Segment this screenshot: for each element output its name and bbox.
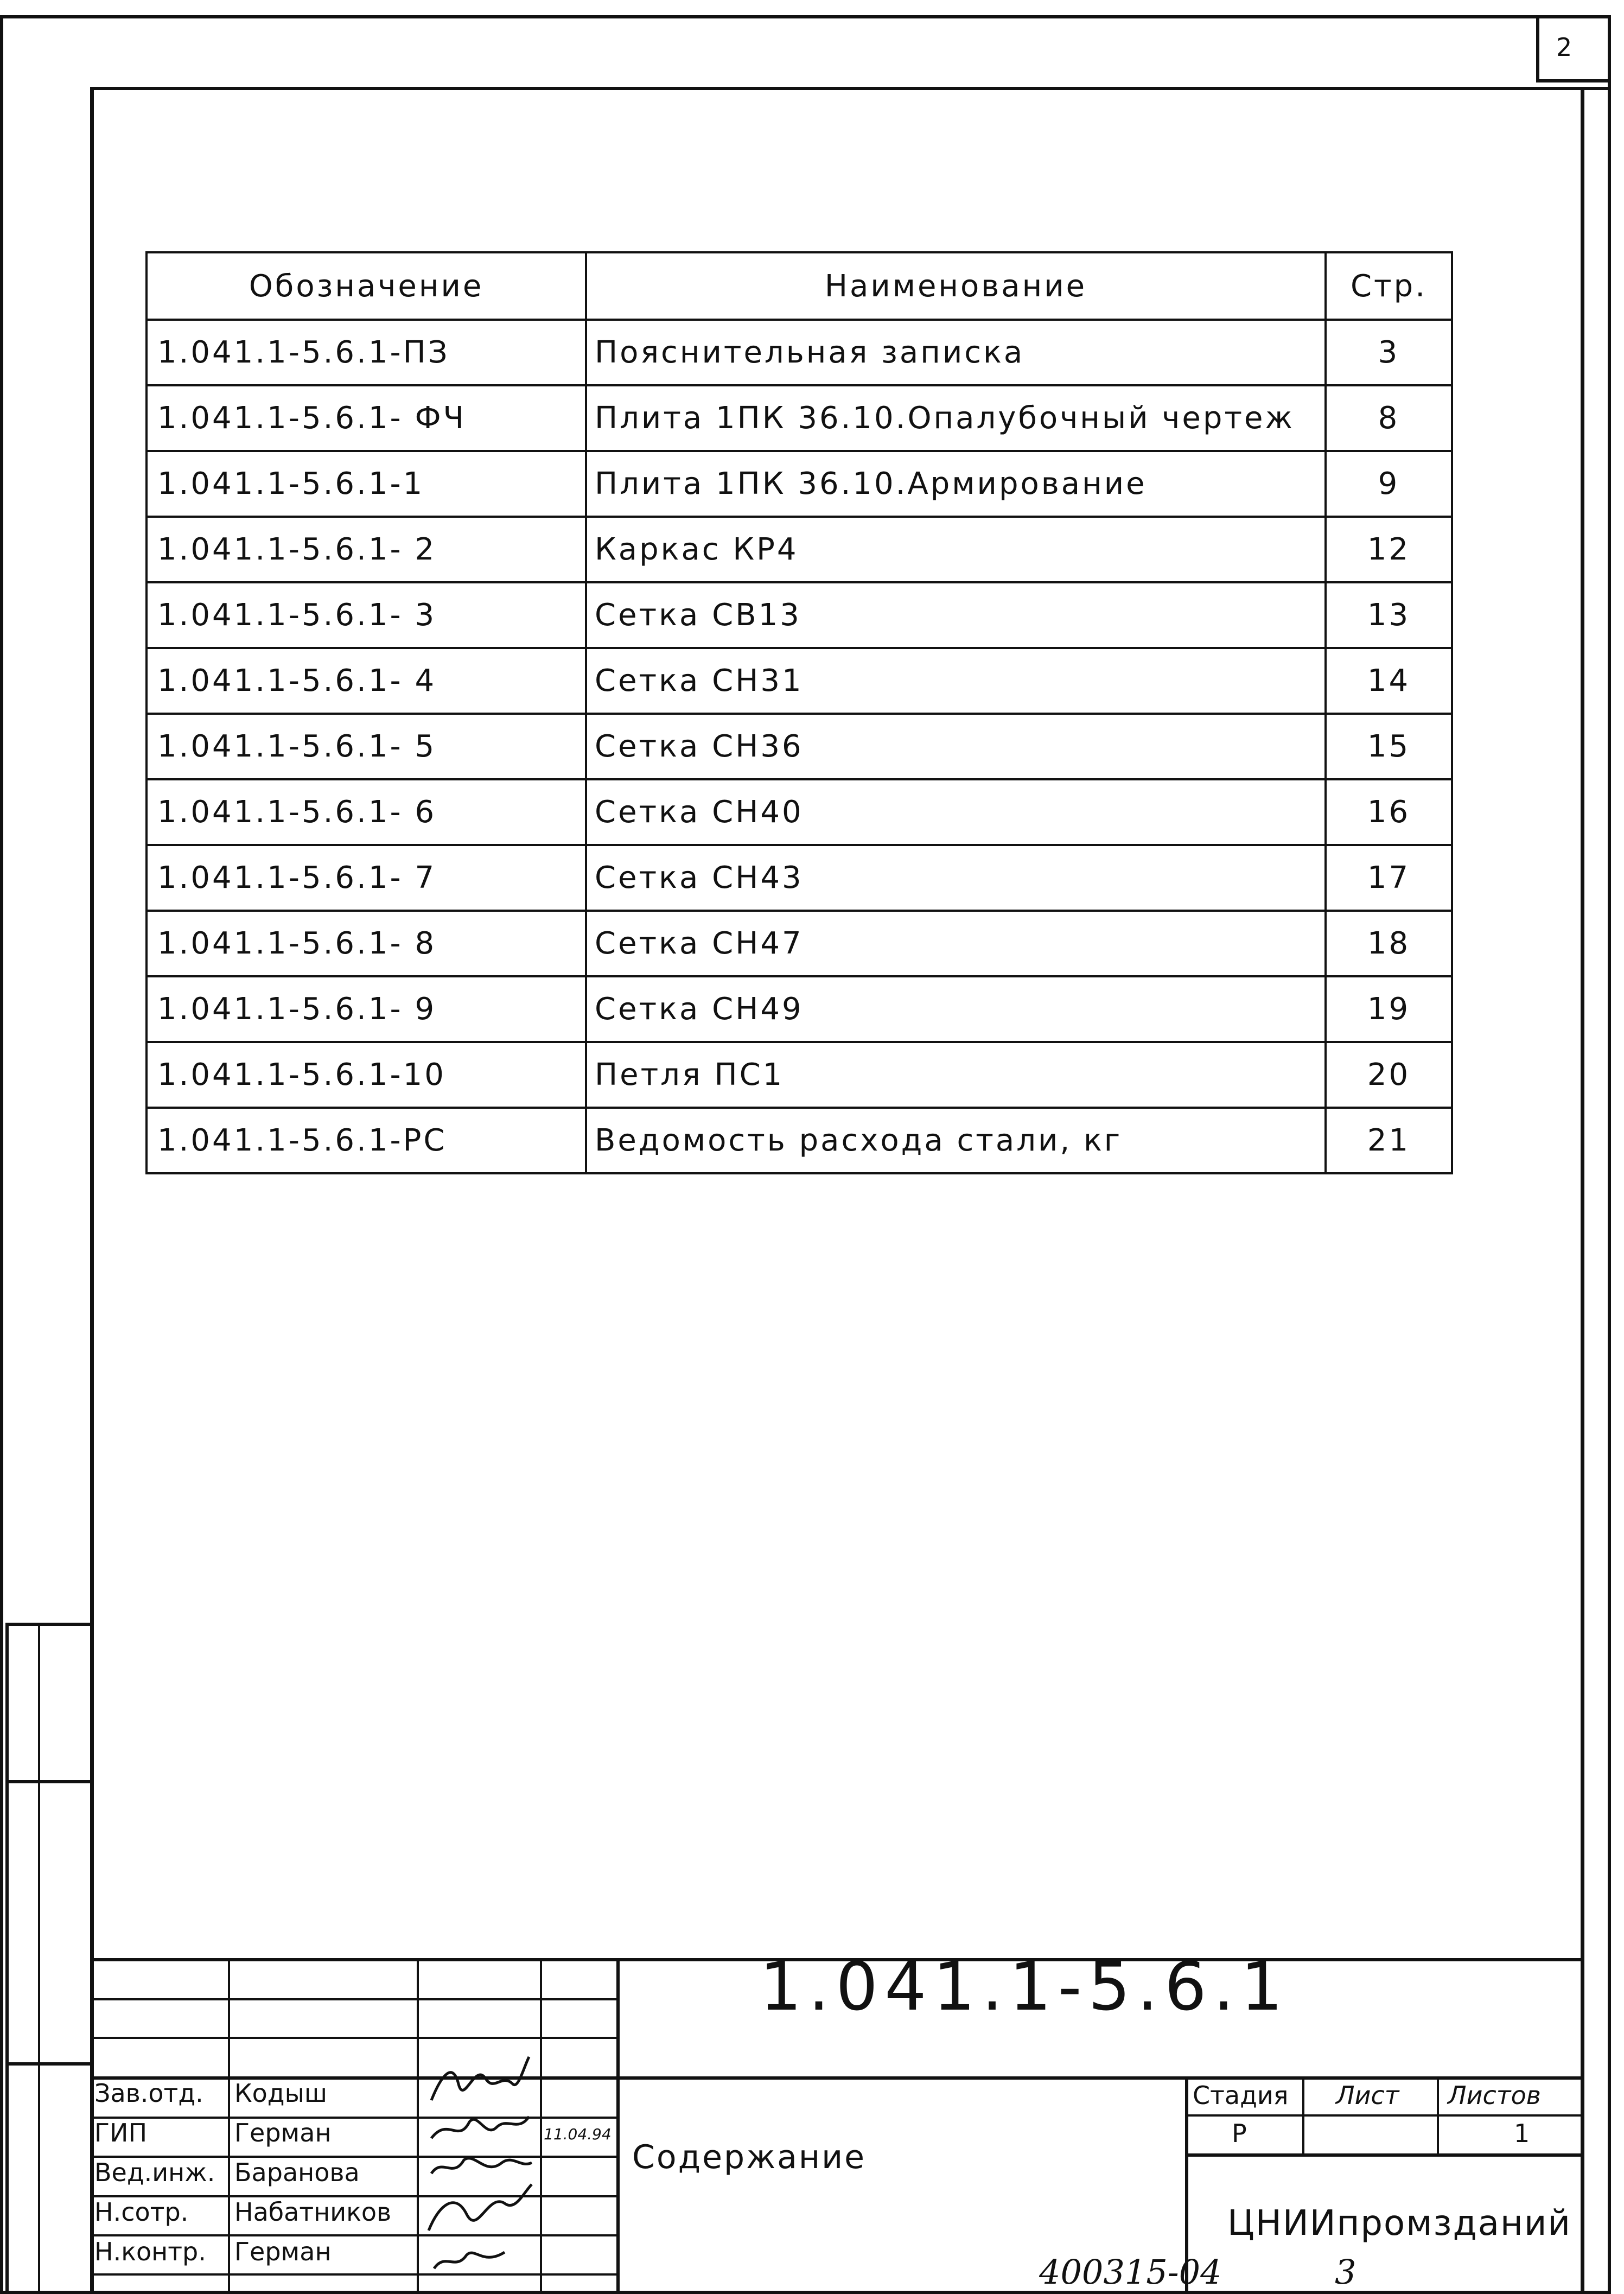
role-4: Н.сотр. xyxy=(94,2197,189,2227)
name-cell: Плита 1ПК 36.10.Армирование xyxy=(586,451,1326,517)
outer-frame-right xyxy=(1608,15,1611,2294)
contents-row xyxy=(147,320,1452,385)
header-name: Наименование xyxy=(586,252,1326,320)
page-cell: 21 xyxy=(1326,1108,1452,1173)
page-cell: 9 xyxy=(1326,451,1452,517)
name-cell: Сетка СН31 xyxy=(586,648,1326,714)
side-strip-divider-2 xyxy=(5,2062,92,2066)
signature-2 xyxy=(426,2106,534,2149)
stage-value: Р xyxy=(1232,2119,1247,2148)
titleblock-col-2 xyxy=(417,1958,419,2294)
page-cell: 18 xyxy=(1326,911,1452,976)
contents-row xyxy=(147,714,1452,779)
role-3: Вед.инж. xyxy=(94,2158,215,2187)
name-cell: Сетка СН43 xyxy=(586,845,1326,911)
contents-row xyxy=(147,385,1452,451)
contents-row xyxy=(147,911,1452,976)
titleblock-col-4 xyxy=(616,1958,620,2294)
role-5: Н.контр. xyxy=(94,2237,206,2266)
page-cell: 17 xyxy=(1326,845,1452,911)
page-cell: 20 xyxy=(1326,1042,1452,1108)
document-code: 1.041.1-5.6.1 xyxy=(760,1948,1290,2025)
designation-cell: 1.041.1-5.6.1- 4 xyxy=(147,648,586,714)
contents-row xyxy=(147,1042,1452,1108)
designation-cell: 1.041.1-5.6.1- 3 xyxy=(147,582,586,648)
designation-cell: 1.041.1-5.6.1-10 xyxy=(147,1042,586,1108)
organization-name: ЦНИИпромзданий xyxy=(1227,2203,1571,2244)
side-strip-divider-1 xyxy=(5,1780,92,1783)
name-cell: Сетка СН40 xyxy=(586,779,1326,845)
name-cell: Плита 1ПК 36.10.Опалубочный чертеж xyxy=(586,385,1326,451)
contents-table xyxy=(145,251,1453,1174)
designation-cell: 1.041.1-5.6.1- 7 xyxy=(147,845,586,911)
archive-code: 400315-04 xyxy=(1039,2252,1222,2292)
name-cell: Сетка СВ13 xyxy=(586,582,1326,648)
name-5: Герман xyxy=(234,2237,332,2266)
name-2: Герман xyxy=(234,2118,332,2147)
contents-row xyxy=(147,779,1452,845)
name-cell: Сетка СН36 xyxy=(586,714,1326,779)
side-strip-right xyxy=(5,1623,9,2294)
page-cell: 19 xyxy=(1326,976,1452,1042)
side-strip-top xyxy=(5,1623,92,1626)
contents-table-header xyxy=(147,252,1452,320)
name-cell: Каркас КР4 xyxy=(586,517,1326,582)
role-1: Зав.отд. xyxy=(94,2079,203,2108)
inner-frame-top xyxy=(90,87,1608,90)
contents-row xyxy=(147,582,1452,648)
name-3: Баранова xyxy=(234,2158,360,2187)
titleblock-col-1 xyxy=(228,1958,230,2294)
page-cell: 14 xyxy=(1326,648,1452,714)
stage-box-row-2 xyxy=(1185,2153,1584,2157)
designation-cell: 1.041.1-5.6.1- 8 xyxy=(147,911,586,976)
page-cell: 12 xyxy=(1326,517,1452,582)
sheet-number-box xyxy=(1536,15,1611,82)
designation-cell: 1.041.1-5.6.1- 6 xyxy=(147,779,586,845)
header-designation: Обозначение xyxy=(147,252,586,320)
titleblock-row-2 xyxy=(90,1998,619,2000)
page-cell: 8 xyxy=(1326,385,1452,451)
page-cell: 16 xyxy=(1326,779,1452,845)
name-4: Набатников xyxy=(234,2197,392,2227)
designation-cell: 1.041.1-5.6.1- 5 xyxy=(147,714,586,779)
outer-frame-top xyxy=(0,15,1611,18)
archive-number: 3 xyxy=(1335,2252,1356,2292)
name-cell: Ведомость расхода стали, кг xyxy=(586,1108,1326,1173)
inner-frame-left xyxy=(90,87,94,2294)
name-cell: Петля ПС1 xyxy=(586,1042,1326,1108)
side-strip-inner xyxy=(38,1623,40,2294)
name-cell: Сетка СН47 xyxy=(586,911,1326,976)
stage-box-row-1 xyxy=(1185,2114,1584,2117)
designation-cell: 1.041.1-5.6.1-ПЗ xyxy=(147,320,586,385)
stage-box-col-1 xyxy=(1302,2076,1304,2156)
titleblock-row-5 xyxy=(90,2117,619,2119)
stage-box-col-2 xyxy=(1437,2076,1439,2156)
name-cell: Пояснительная записка xyxy=(586,320,1326,385)
inner-frame-right xyxy=(1581,87,1584,2294)
titleblock-row-9 xyxy=(90,2273,619,2276)
header-page: Стр. xyxy=(1326,252,1452,320)
sheets-value: 1 xyxy=(1514,2119,1530,2148)
contents-row xyxy=(147,976,1452,1042)
titleblock-row-8 xyxy=(90,2234,619,2236)
page-cell: 3 xyxy=(1326,320,1452,385)
page-cell: 15 xyxy=(1326,714,1452,779)
sheet-number: 2 xyxy=(1556,33,1572,62)
designation-cell: 1.041.1-5.6.1- ФЧ xyxy=(147,385,586,451)
designation-cell: 1.041.1-5.6.1-1 xyxy=(147,451,586,517)
titleblock-col-3 xyxy=(540,1958,542,2294)
sheets-label: Листов xyxy=(1448,2081,1541,2110)
role-2: ГИП xyxy=(94,2118,148,2147)
designation-cell: 1.041.1-5.6.1- 9 xyxy=(147,976,586,1042)
outer-frame-bottom xyxy=(0,2291,1611,2294)
titleblock-row-3 xyxy=(90,2037,619,2039)
sheet-title: Содержание xyxy=(632,2138,867,2176)
signature-4 xyxy=(423,2182,537,2241)
stage-label: Стадия xyxy=(1193,2081,1289,2110)
designation-cell: 1.041.1-5.6.1- 2 xyxy=(147,517,586,582)
signature-5 xyxy=(429,2241,510,2279)
sheet-label: Лист xyxy=(1336,2081,1399,2110)
contents-row xyxy=(147,1108,1452,1173)
contents-row xyxy=(147,517,1452,582)
outer-frame-left xyxy=(0,15,3,2294)
name-cell: Сетка СН49 xyxy=(586,976,1326,1042)
page-cell: 13 xyxy=(1326,582,1452,648)
approval-date: 11.04.94 xyxy=(544,2125,612,2143)
name-1: Кодыш xyxy=(234,2079,328,2108)
contents-row xyxy=(147,451,1452,517)
designation-cell: 1.041.1-5.6.1-РС xyxy=(147,1108,586,1173)
signature-1 xyxy=(426,2051,534,2111)
contents-row xyxy=(147,845,1452,911)
contents-row xyxy=(147,648,1452,714)
